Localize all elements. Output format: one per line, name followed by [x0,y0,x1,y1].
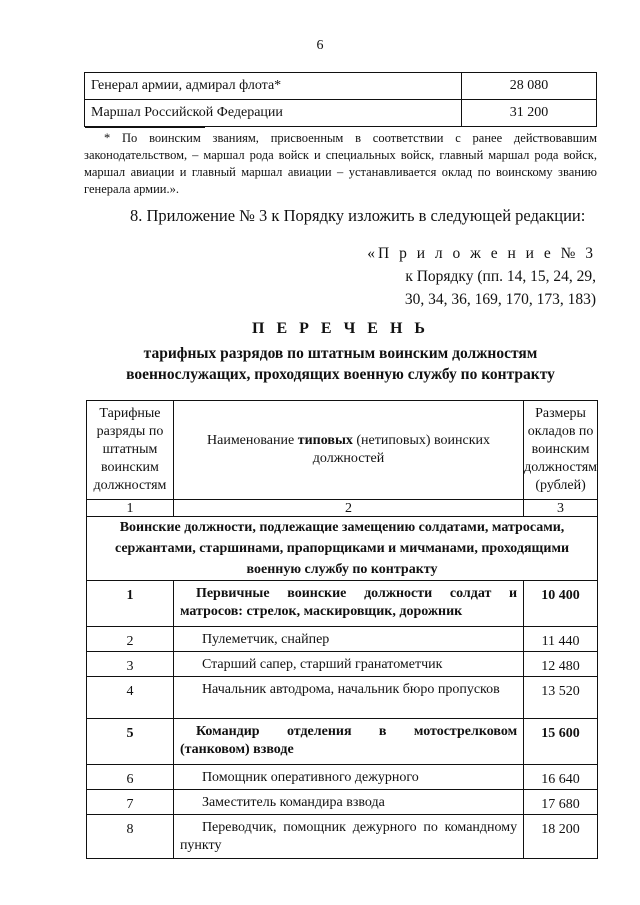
table-row [87,677,598,719]
header-grade-cell: Тарифные разряды по штатным воинским должностям [87,401,174,500]
salary-cell: 18 200 [524,815,598,859]
rank-salary-cell: 28 080 [462,73,597,100]
footnote-divider [85,127,205,128]
tariff-grades-table [86,400,598,859]
appendix-reference [336,242,596,311]
appendix-title: «П р и л о ж е н и е № 3 [367,245,596,262]
table-row [87,719,598,765]
table-row [87,627,598,652]
page-number: 6 [316,38,324,53]
grade-cell: 4 [87,677,174,719]
list-subtitle [74,343,607,385]
header-name-suffix: (нетиповых) воинских должностей [312,433,491,466]
paragraph-8: 8. Приложение № 3 к Порядку изложить в следующей редакции: [130,206,586,225]
section-heading-cell: Воинские должности, подлежащие замещению солдатами, матросами, сержантами, старшинами, прапорщиками и мичманами, проходящими военную службу по контракту [87,517,598,581]
table-row [87,652,598,677]
table-row [87,581,598,627]
rank-salary-table [84,72,597,127]
grade-cell: 1 [87,581,174,627]
header-name-prefix: Наименование [207,433,298,448]
grade-cell: 2 [87,627,174,652]
table-row [85,100,597,127]
grade-cell: 8 [87,815,174,859]
footnote-text: * По воинским званиям, присвоенным в соответствии с ранее действовавшим законодательством, – маршал рода войск и специальных войск, главный маршал рода войск, маршал авиации и главный маршал авиации – устанавливается оклад по воинскому званию генерала армии.». [84,131,597,196]
table-row [87,815,598,859]
position-name-cell: Начальник автодрома, начальник бюро пропусков [173,677,523,719]
appendix-line: 30, 34, 36, 169, 170, 173, 183) [404,291,596,308]
table-row [85,73,597,100]
column-number-cell: 1 [87,500,174,517]
salary-cell: 15 600 [524,719,598,765]
position-name-cell: Командир отделения в мотострелковом (танковом) взводе [173,719,523,765]
salary-cell: 13 520 [524,677,598,719]
appendix-line: к Порядку (пп. 14, 15, 24, 29, [405,268,596,285]
header-salary-cell: Размеры окладов по воинским должностям (рублей) [524,401,598,500]
salary-cell: 12 480 [524,652,598,677]
position-name-cell: Переводчик, помощник дежурного по командному пункту [173,815,523,859]
position-name-cell: Заместитель командира взвода [173,790,523,815]
grade-cell: 6 [87,765,174,790]
column-number-row [87,500,598,517]
header-name-bold: типовых [297,433,353,448]
rank-name-cell: Маршал Российской Федерации [85,100,462,127]
table-header-row [87,401,598,500]
position-name-cell: Пулеметчик, снайпер [173,627,523,652]
rank-name-cell: Генерал армии, адмирал флота* [85,73,462,100]
grade-cell: 5 [87,719,174,765]
position-name-cell: Помощник оперативного дежурного [173,765,523,790]
section-heading-row [87,517,598,581]
grade-cell: 7 [87,790,174,815]
header-name-cell [173,401,523,500]
salary-cell: 16 640 [524,765,598,790]
list-subtitle-line: военнослужащих, проходящих военную службу по контракту [126,366,555,383]
salary-cell: 17 680 [524,790,598,815]
salary-cell: 10 400 [524,581,598,627]
position-name-cell: Первичные воинские должности солдат и матросов: стрелок, маскировщик, дорожник [173,581,523,627]
list-title: П Е Р Е Ч Е Н Ь [252,320,429,337]
column-number-cell: 3 [524,500,598,517]
salary-cell: 11 440 [524,627,598,652]
column-number-cell: 2 [173,500,523,517]
list-subtitle-line: тарифных разрядов по штатным воинским должностям [143,345,538,362]
position-name-cell: Старший сапер, старший гранатометчик [173,652,523,677]
table-row [87,790,598,815]
grade-cell: 3 [87,652,174,677]
table-row [87,765,598,790]
rank-salary-cell: 31 200 [462,100,597,127]
